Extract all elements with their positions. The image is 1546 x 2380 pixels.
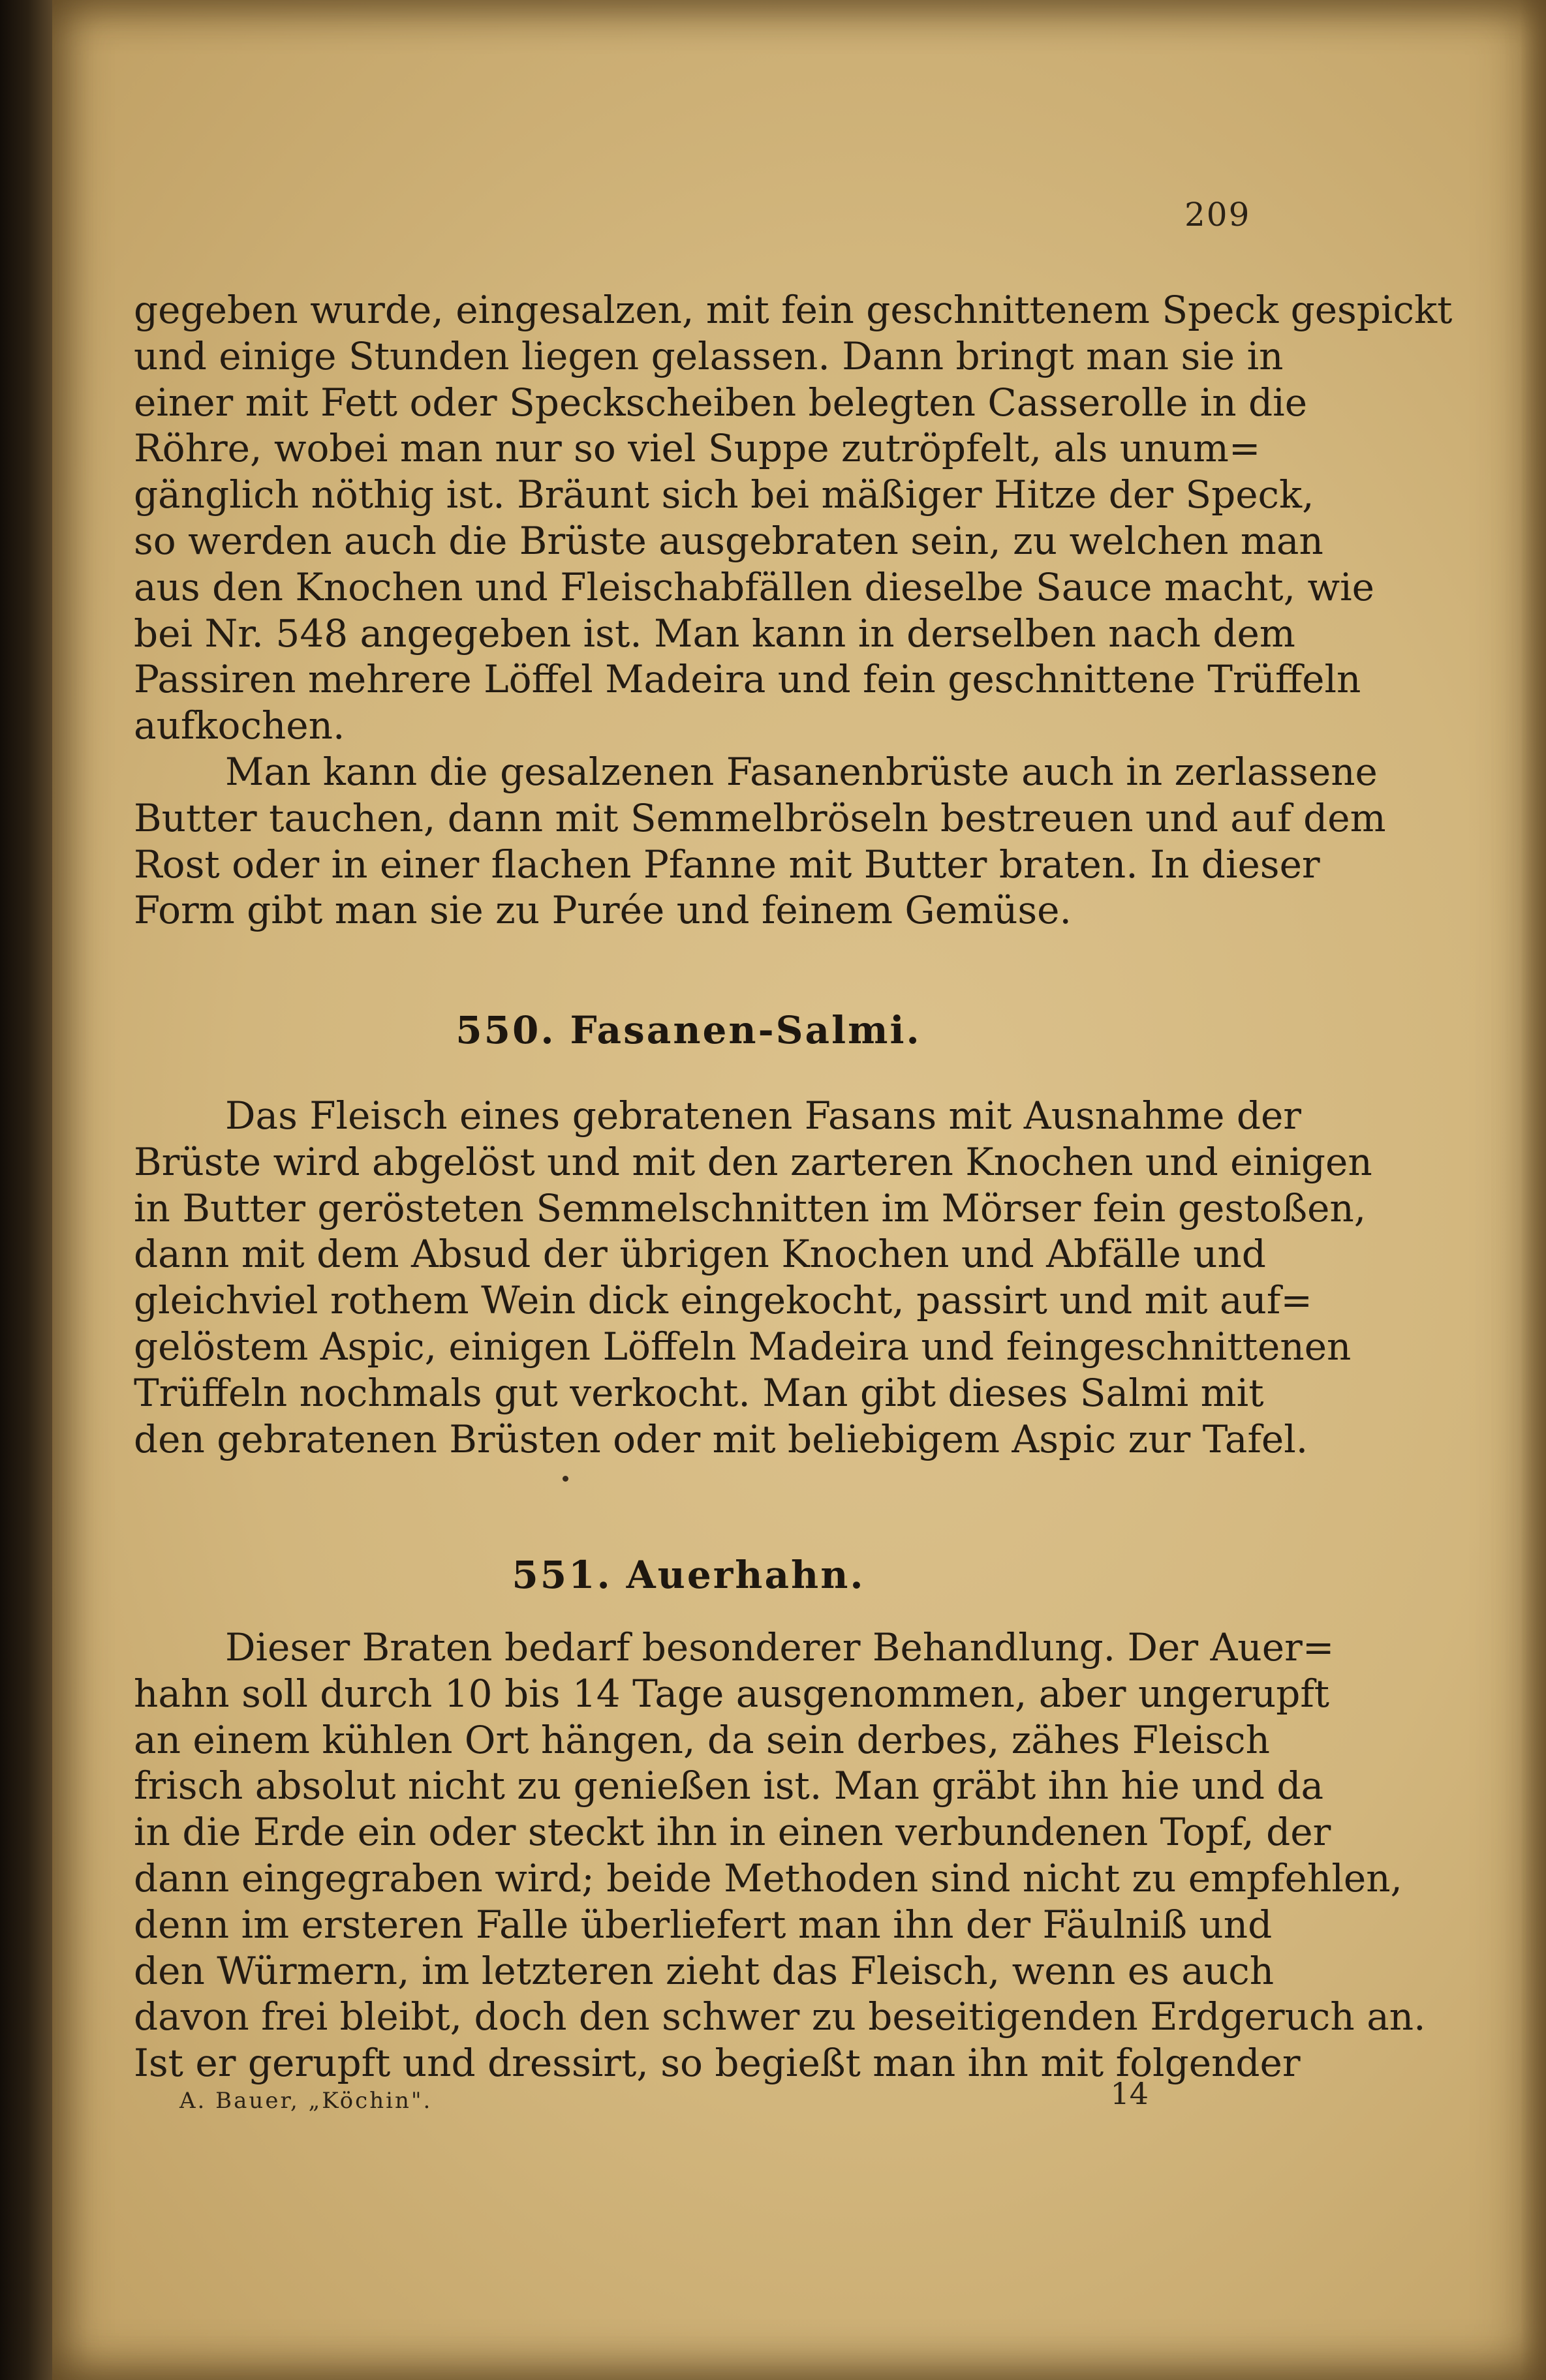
text-line: gelöstem Aspic, einigen Löffeln Madeira und feingeschnittenen: [134, 1324, 1352, 1369]
text-line: so werden auch die Brüste ausgebraten sein, zu welchen man: [134, 518, 1323, 563]
text-line: bei Nr. 548 angegeben ist. Man kann in derselben nach dem: [134, 611, 1295, 656]
text-line: Ist er gerupft und dressirt, so begießt man ihn mit folgender: [134, 2041, 1301, 2086]
signature-mark: 14: [1110, 2076, 1149, 2111]
text-line: Röhre, wobei man nur so viel Suppe zutröpfelt, als unum=: [134, 426, 1261, 471]
text-line: gänglich nöthig ist. Bräunt sich bei mäßiger Hitze der Speck,: [134, 472, 1314, 517]
recipe-title: Fasanen-Salmi.: [570, 1008, 921, 1052]
text-line: gleichviel rothem Wein dick eingekocht, passirt und mit auf=: [134, 1278, 1312, 1323]
text-line: dann mit dem Absud der übrigen Knochen und Abfälle und: [134, 1232, 1266, 1277]
paragraph-variation: [134, 749, 1386, 934]
text-line: gegeben wurde, eingesalzen, mit fein geschnittenem Speck gespickt: [134, 288, 1453, 332]
text-line: den gebratenen Brüsten oder mit beliebigem Aspic zur Tafel.: [134, 1416, 1308, 1461]
text-line: Rost oder in einer flachen Pfanne mit Butter braten. In dieser: [134, 842, 1320, 887]
text-line: in die Erde ein oder steckt ihn in einen verbundenen Topf, der: [134, 1810, 1331, 1855]
recipe-heading-550: [134, 1008, 1243, 1052]
recipe-number: 551.: [512, 1553, 612, 1597]
text-line: Form gibt man sie zu Purée und feinem Gemüse.: [134, 888, 1072, 933]
text-line: und einige Stunden liegen gelassen. Dann bringt man sie in: [134, 333, 1284, 378]
recipe-title: Auerhahn.: [626, 1553, 865, 1597]
page-footer: [179, 2076, 1211, 2114]
recipe-heading-551: [134, 1553, 1243, 1597]
text-line: in Butter gerösteten Semmelschnitten im Mörser fein gestoßen,: [134, 1185, 1367, 1230]
text-line: Dieser Braten bedarf besonderer Behandlung. Der Auer=: [225, 1625, 1335, 1670]
text-line: davon frei bleibt, doch den schwer zu beseitigenden Erdgeruch an.: [134, 1994, 1426, 2039]
text-line: Man kann die gesalzenen Fasanenbrüste auch in zerlassene: [225, 750, 1378, 794]
text-line: Butter tauchen, dann mit Semmelbröseln bestreuen und auf dem: [134, 795, 1386, 840]
page-edge-shadow: [1520, 0, 1546, 2380]
text-line: Trüffeln nochmals gut verkocht. Man gibt dieses Salmi mit: [134, 1370, 1264, 1415]
text-line: aufkochen.: [134, 703, 345, 748]
text-line: dann eingegraben wird; beide Methoden sind nicht zu empfehlen,: [134, 1855, 1402, 1900]
text-line: einer mit Fett oder Speckscheiben belegten Casserolle in die: [134, 380, 1308, 425]
page-number: 209: [1184, 196, 1251, 234]
print-speck: [563, 1476, 568, 1482]
recipe-number: 550.: [456, 1008, 556, 1052]
text-line: aus den Knochen und Fleischabfällen dieselbe Sauce macht, wie: [134, 564, 1375, 609]
paragraph-continuation: [134, 287, 1453, 749]
text-line: an einem kühlen Ort hängen, da sein derbes, zähes Fleisch: [134, 1717, 1270, 1762]
text-line: den Würmern, im letzteren zieht das Fleisch, wenn es auch: [134, 1948, 1275, 1993]
text-line: Brüste wird abgelöst und mit den zarteren Knochen und einigen: [134, 1139, 1372, 1184]
text-line: hahn soll durch 10 bis 14 Tage ausgenommen, aber ungerupft: [134, 1671, 1330, 1716]
text-line: denn im ersteren Falle überliefert man ihn der Fäulniß und: [134, 1902, 1273, 1947]
text-line: Passiren mehrere Löffel Madeira und fein geschnittene Trüffeln: [134, 657, 1361, 702]
text-line: frisch absolut nicht zu genießen ist. Man gräbt ihn hie und da: [134, 1763, 1324, 1808]
recipe-body-550: [134, 1093, 1372, 1462]
text-line: Das Fleisch eines gebratenen Fasans mit Ausnahme der: [225, 1093, 1302, 1138]
recipe-body-551: [134, 1625, 1426, 2086]
footer-author: A. Bauer, „Köchin".: [179, 2088, 433, 2114]
